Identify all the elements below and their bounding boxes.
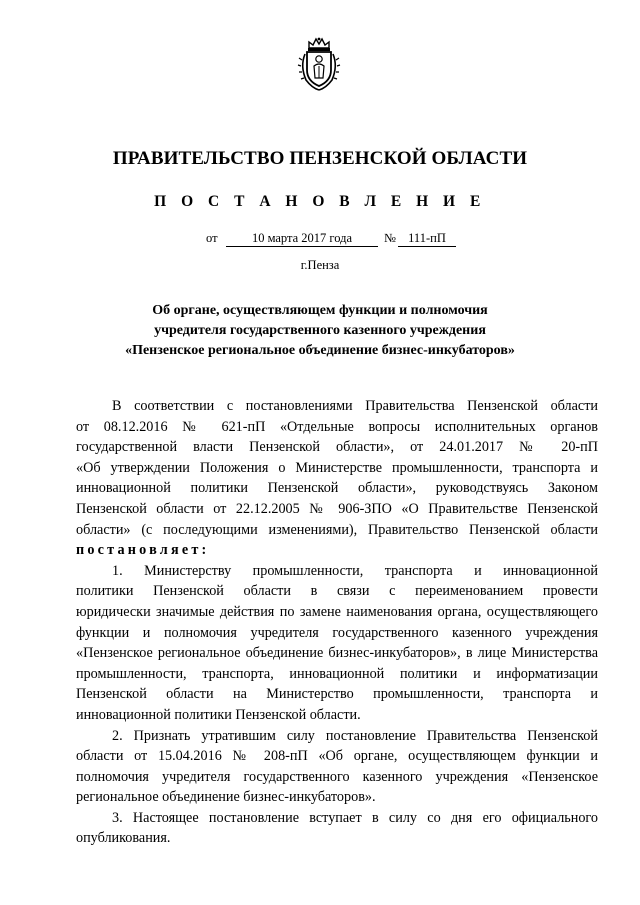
- item-2-line: полномочия учредителя государственного казенного учреждения «Пензенское: [76, 768, 598, 785]
- item-1-line: Пензенской области на Министерство промышленности, транспорта и: [76, 686, 598, 703]
- item-2-line: области от 15.04.2016 № 208-пП «Об органе, осуществляющем функции и: [76, 748, 598, 765]
- document-date: 10 марта 2017 года: [226, 231, 378, 247]
- document-type: П О С Т А Н О В Л Е Н И Е: [154, 193, 486, 210]
- item-1-line: промышленности, транспорта, инновационной политики и информатизации: [76, 665, 598, 682]
- item-2-line: региональное объединение бизнес-инкубаторов».: [76, 789, 376, 806]
- number-sign: №: [384, 231, 396, 245]
- resolves-word: постановляет:: [76, 542, 210, 559]
- document-body: [76, 396, 598, 849]
- document-subject: [0, 301, 640, 361]
- coat-of-arms-emblem: [296, 36, 342, 92]
- body-line: «Об утверждении Положения о Министерстве промышленности, транспорта и: [76, 459, 598, 476]
- subject-line: учредителя государственного казенного учреждения: [154, 323, 486, 338]
- item-1-line: функции и полномочия учредителя государственного казенного учреждения: [76, 624, 598, 641]
- body-line: области» (с последующими изменениями), Правительство Пензенской области: [76, 521, 598, 538]
- subject-line: Об органе, осуществляющем функции и полномочия: [152, 303, 488, 318]
- document-number: 111-пП: [398, 231, 456, 247]
- date-prefix: от: [206, 231, 218, 245]
- item-1-line: 1. Министерству промышленности, транспорта и инновационной: [112, 562, 598, 579]
- body-line: инновационной политики Пензенской области», руководствуясь Законом: [76, 480, 598, 497]
- organization-title: ПРАВИТЕЛЬСТВО ПЕНЗЕНСКОЙ ОБЛАСТИ: [112, 148, 528, 169]
- body-line: от 08.12.2016 № 621-пП «Отдельные вопросы исполнительных органов: [76, 418, 598, 435]
- item-1-line: инновационной политики Пензенской области.: [76, 706, 361, 723]
- date-number-line: [0, 231, 640, 249]
- item-3-line: 3. Настоящее постановление вступает в силу со дня его официального: [112, 809, 598, 826]
- item-2-line: 2. Признать утратившим силу постановление Правительства Пензенской: [112, 727, 598, 744]
- item-1-line: политики Пензенской области в связи с переименованием провести: [76, 583, 598, 600]
- body-line: Пензенской области от 22.12.2005 № 906-ЗПО «О Правительстве Пензенской: [76, 500, 598, 517]
- item-3-line: опубликования.: [76, 830, 171, 847]
- item-1-line: «Пензенское региональное объединение бизнес-инкубаторов», в лице Министерства: [76, 645, 598, 662]
- city: г.Пенза: [300, 258, 340, 272]
- body-line: государственной власти Пензенской области», от 24.01.2017 № 20-пП: [76, 439, 598, 456]
- body-line: В соответствии с постановлениями Правительства Пензенской области: [112, 398, 598, 414]
- item-1-line: юридически значимые действия по замене наименования органа, осуществляющего: [76, 603, 598, 620]
- subject-line: «Пензенское региональное объединение бизнес-инкубаторов»: [125, 343, 515, 358]
